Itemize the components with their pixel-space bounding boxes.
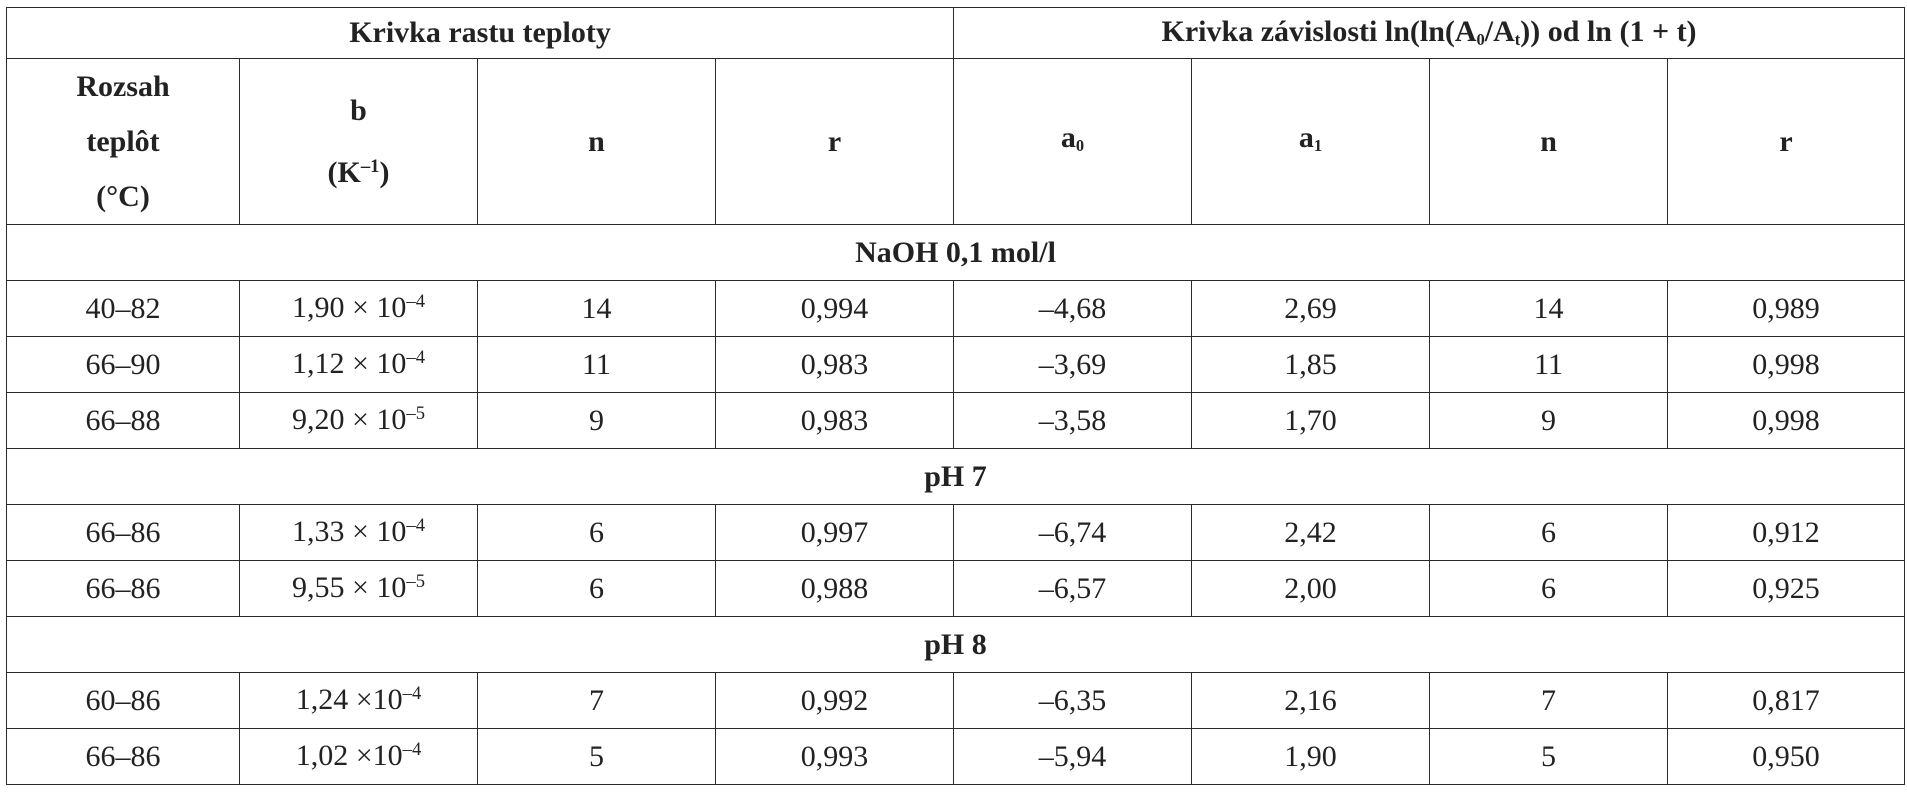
col-header-a1-sub: 1 [1313, 136, 1323, 156]
col-header-r-temperature: r [716, 59, 954, 225]
table-row [7, 505, 1905, 561]
cell-b-mantissa: 9,55 × 10 [291, 571, 407, 605]
cell-a0: –3,69 [954, 337, 1192, 393]
cell-b-mantissa: 1,02 ×10 [295, 739, 403, 773]
section-row [7, 225, 1905, 281]
cell-n-lnln: 14 [1430, 281, 1668, 337]
cell-n-temperature: 9 [478, 393, 716, 449]
cell-b-exponent: –5 [406, 403, 425, 425]
group-header-lnln-sub2: t [1514, 30, 1521, 50]
table-row [7, 393, 1905, 449]
section-label: NaOH 0,1 mol/l [7, 225, 1905, 281]
cell-b-mantissa: 1,33 × 10 [291, 515, 407, 549]
col-header-a1-base: a [1298, 120, 1314, 154]
cell-b-exponent: –5 [406, 571, 425, 593]
cell-r-temperature: 0,983 [716, 393, 954, 449]
cell-n-temperature: 5 [478, 729, 716, 785]
cell-n-lnln: 5 [1430, 729, 1668, 785]
cell-a1: 2,00 [1192, 561, 1430, 617]
cell-n-lnln: 11 [1430, 337, 1668, 393]
table-row [7, 337, 1905, 393]
cell-n-temperature: 7 [478, 673, 716, 729]
cell-a0: –6,74 [954, 505, 1192, 561]
table-header [7, 8, 1905, 225]
group-header-lnln-curve [954, 8, 1905, 59]
group-header-temperature-curve: Krivka rastu teploty [7, 8, 954, 59]
cell-r-temperature: 0,988 [716, 561, 954, 617]
cell-temperature-range: 66–90 [7, 337, 240, 393]
cell-temperature-range: 66–86 [7, 729, 240, 785]
cell-r-lnln: 0,912 [1668, 505, 1905, 561]
cell-r-lnln: 0,817 [1668, 673, 1905, 729]
cell-b-exponent: –4 [406, 515, 425, 537]
cell-b [240, 505, 478, 561]
cell-b-mantissa: 9,20 × 10 [291, 403, 407, 437]
cell-b [240, 729, 478, 785]
cell-b [240, 281, 478, 337]
cell-n-temperature: 11 [478, 337, 716, 393]
results-table [6, 7, 1905, 785]
table-row [7, 673, 1905, 729]
cell-temperature-range: 60–86 [7, 673, 240, 729]
cell-r-temperature: 0,983 [716, 337, 954, 393]
cell-a0: –3,58 [954, 393, 1192, 449]
col-header-a0 [954, 59, 1192, 225]
cell-a1: 2,16 [1192, 673, 1430, 729]
cell-n-temperature: 14 [478, 281, 716, 337]
col-header-b-unit-close: ) [379, 155, 390, 189]
col-header-a0-sub: 0 [1075, 136, 1085, 156]
group-header-lnln-text-pre: Krivka závislosti ln(ln(A [1161, 15, 1477, 49]
cell-b [240, 393, 478, 449]
col-header-range-line2: teplôt [86, 125, 160, 158]
cell-b-exponent: –4 [406, 291, 425, 313]
header-group-row [7, 8, 1905, 59]
group-header-lnln-text-post: )) od ln (1 + t) [1520, 15, 1697, 49]
cell-b-mantissa: 1,24 ×10 [295, 683, 403, 717]
section-label: pH 7 [7, 449, 1905, 505]
cell-temperature-range: 66–88 [7, 393, 240, 449]
group-header-lnln-text-mid: /A [1484, 15, 1515, 49]
col-header-b-unit-base: (K [327, 155, 361, 189]
cell-r-temperature: 0,997 [716, 505, 954, 561]
cell-n-lnln: 6 [1430, 505, 1668, 561]
cell-r-temperature: 0,994 [716, 281, 954, 337]
section-row [7, 449, 1905, 505]
cell-temperature-range: 66–86 [7, 505, 240, 561]
cell-b-exponent: –4 [402, 683, 422, 705]
col-header-a0-base: a [1060, 120, 1076, 154]
cell-b-exponent: –4 [406, 347, 425, 369]
cell-r-lnln: 0,950 [1668, 729, 1905, 785]
col-header-temperature-range [7, 59, 240, 225]
table-row [7, 729, 1905, 785]
cell-a1: 2,42 [1192, 505, 1430, 561]
cell-n-lnln: 7 [1430, 673, 1668, 729]
col-header-b [240, 59, 478, 225]
col-header-range-line3: (°C) [96, 180, 150, 213]
cell-r-lnln: 0,998 [1668, 337, 1905, 393]
table-row [7, 281, 1905, 337]
col-header-range-line1: Rozsah [76, 70, 170, 103]
cell-b [240, 673, 478, 729]
col-header-n-temperature: n [478, 59, 716, 225]
table-body [7, 225, 1905, 785]
cell-r-lnln: 0,925 [1668, 561, 1905, 617]
cell-a1: 1,70 [1192, 393, 1430, 449]
cell-a1: 1,85 [1192, 337, 1430, 393]
cell-a0: –6,35 [954, 673, 1192, 729]
cell-temperature-range: 66–86 [7, 561, 240, 617]
cell-a1: 1,90 [1192, 729, 1430, 785]
header-column-row [7, 59, 1905, 225]
cell-a0: –6,57 [954, 561, 1192, 617]
cell-a0: –5,94 [954, 729, 1192, 785]
cell-r-lnln: 0,998 [1668, 393, 1905, 449]
section-label: pH 8 [7, 617, 1905, 673]
cell-a0: –4,68 [954, 281, 1192, 337]
cell-n-lnln: 6 [1430, 561, 1668, 617]
col-header-a1 [1192, 59, 1430, 225]
cell-r-temperature: 0,992 [716, 673, 954, 729]
table-row [7, 561, 1905, 617]
col-header-b-unit [328, 156, 390, 189]
col-header-b-symbol: b [350, 94, 367, 128]
cell-n-temperature: 6 [478, 561, 716, 617]
cell-r-lnln: 0,989 [1668, 281, 1905, 337]
cell-b [240, 561, 478, 617]
section-row [7, 617, 1905, 673]
cell-b-mantissa: 1,90 × 10 [291, 291, 407, 325]
cell-n-temperature: 6 [478, 505, 716, 561]
col-header-b-unit-exp: –1 [360, 155, 380, 177]
cell-r-temperature: 0,993 [716, 729, 954, 785]
cell-b [240, 337, 478, 393]
cell-n-lnln: 9 [1430, 393, 1668, 449]
col-header-r-lnln: r [1668, 59, 1905, 225]
group-header-lnln-sub1: 0 [1476, 30, 1485, 50]
col-header-n-lnln: n [1430, 59, 1668, 225]
cell-b-mantissa: 1,12 × 10 [291, 347, 407, 381]
cell-temperature-range: 40–82 [7, 281, 240, 337]
cell-a1: 2,69 [1192, 281, 1430, 337]
cell-b-exponent: –4 [402, 739, 422, 761]
